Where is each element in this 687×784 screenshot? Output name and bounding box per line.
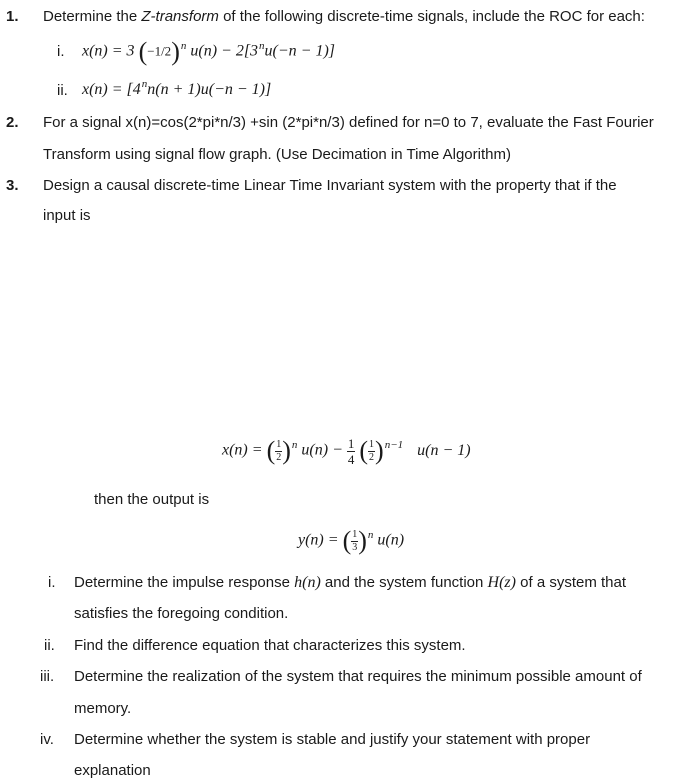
q1-ii-lhs: x(n) = [4 [82,81,141,98]
q3-sub-ii-label: ii. [44,637,55,654]
q3-input-tail: u(n − 1) [417,441,471,459]
q1-i-equation: x(n) = 3 $(-1/2)^n$ $u(n) - 2[3^nu(-n - 1)]$ [82,37,336,66]
q3-sub-iv-line2: explanation [74,762,151,779]
q3-sub-iv-label: iv. [40,731,54,748]
q1-ii-exp: n [141,78,148,90]
q3-sub-iii-line1: Determine the realization of the system that requires the minimum possible amount of [74,668,642,685]
q3-sub-i-line1-b: and the system function [320,574,488,591]
q3-number: 3. [6,177,19,194]
q3-input-frac1-den: 2 [276,451,282,463]
q3-output-frac-num: 1 [352,528,358,540]
q1-i-rest-exp: n [259,39,265,52]
q1-i-rest2: u(−n − 1)] [264,42,336,60]
q1-number: 1. [6,8,19,25]
q3-sub-i-H: H(z) [487,574,516,591]
q1-i-base: −1/2 [147,43,172,59]
q1-i-lhs: x(n) = 3 [82,42,135,60]
q3-input-coef-den: 4 [347,451,355,467]
q2-number: 2. [6,114,19,131]
q3-line1: Design a causal discrete-time Linear Time Invariant system with the property that if the [43,177,617,194]
q3-then-output: then the output is [94,491,210,508]
q3-sub-i-line1-a: Determine the impulse response [74,574,295,591]
q1-ii-rest: n(n + 1)u(−n − 1)] [147,81,272,98]
q3-output-tail: u(n) [377,531,405,549]
q1-prompt-a: Determine the [43,8,142,25]
q3-line2: input is [43,207,91,224]
q1-i-label: i. [57,43,65,60]
q3-sub-i-line1-c: of a system that [515,574,627,591]
q3-sub-i-line1 [74,574,626,592]
q3-sub-i-label: i. [48,574,56,591]
q3-sub-ii-line1: Find the difference equation that characterizes this system. [74,637,466,654]
q3-input-lhs: x(n) = [222,441,263,459]
q3-input-equation: x(n) = ( $\frac{1}{2}$ )$^n$ u(n) − $\frac{1}{4}$ ( $\frac{1}{2}$ )$^{n-1}$ u(n − 1) [222,435,471,467]
q2-line1: For a signal x(n)=cos(2*pi*n/3) +sin (2*pi*n/3) defined for n=0 to 7, evaluate the Fast Fourier [43,114,654,131]
q1-prompt-italic: Z-transform [141,8,219,25]
q3-output-frac-den: 3 [352,541,358,553]
q3-sub-i-line2: satisfies the foregoing condition. [74,605,289,622]
q3-input-frac2-den: 2 [369,451,375,463]
q3-input-exp1: n [291,438,298,451]
q3-sub-iii-label: iii. [40,668,55,685]
q3-input-frac2-num: 1 [369,438,375,450]
q3-output-exp: n [367,528,374,541]
q1-ii-label: ii. [57,82,68,99]
q3-input-frac1-num: 1 [276,438,282,450]
q3-sub-iii-line2: memory. [74,700,132,717]
q3-input-mid: u(n) − [301,441,343,459]
q2-line2: Transform using signal flow graph. (Use Decimation in Time Algorithm) [43,146,511,163]
q1-i-exp: n [180,39,187,52]
q3-output-lhs: y(n) = [298,531,339,549]
q3-input-exp2: n−1 [384,438,404,451]
q1-prompt [43,8,645,25]
q3-input-coef-num: 1 [347,435,355,451]
q3-sub-i-h: h(n) [294,574,321,591]
q1-i-rest: u(n) − 2[3 [190,42,259,60]
q3-sub-iv-line1: Determine whether the system is stable and justify your statement with proper [74,731,591,748]
q1-ii-equation [82,78,272,99]
q1-prompt-b: of the following discrete-time signals, include the ROC for each: [218,8,645,25]
q3-output-equation: y(n) = ( $\frac{1}{3}$ )$^n$ u(n) [298,526,405,555]
